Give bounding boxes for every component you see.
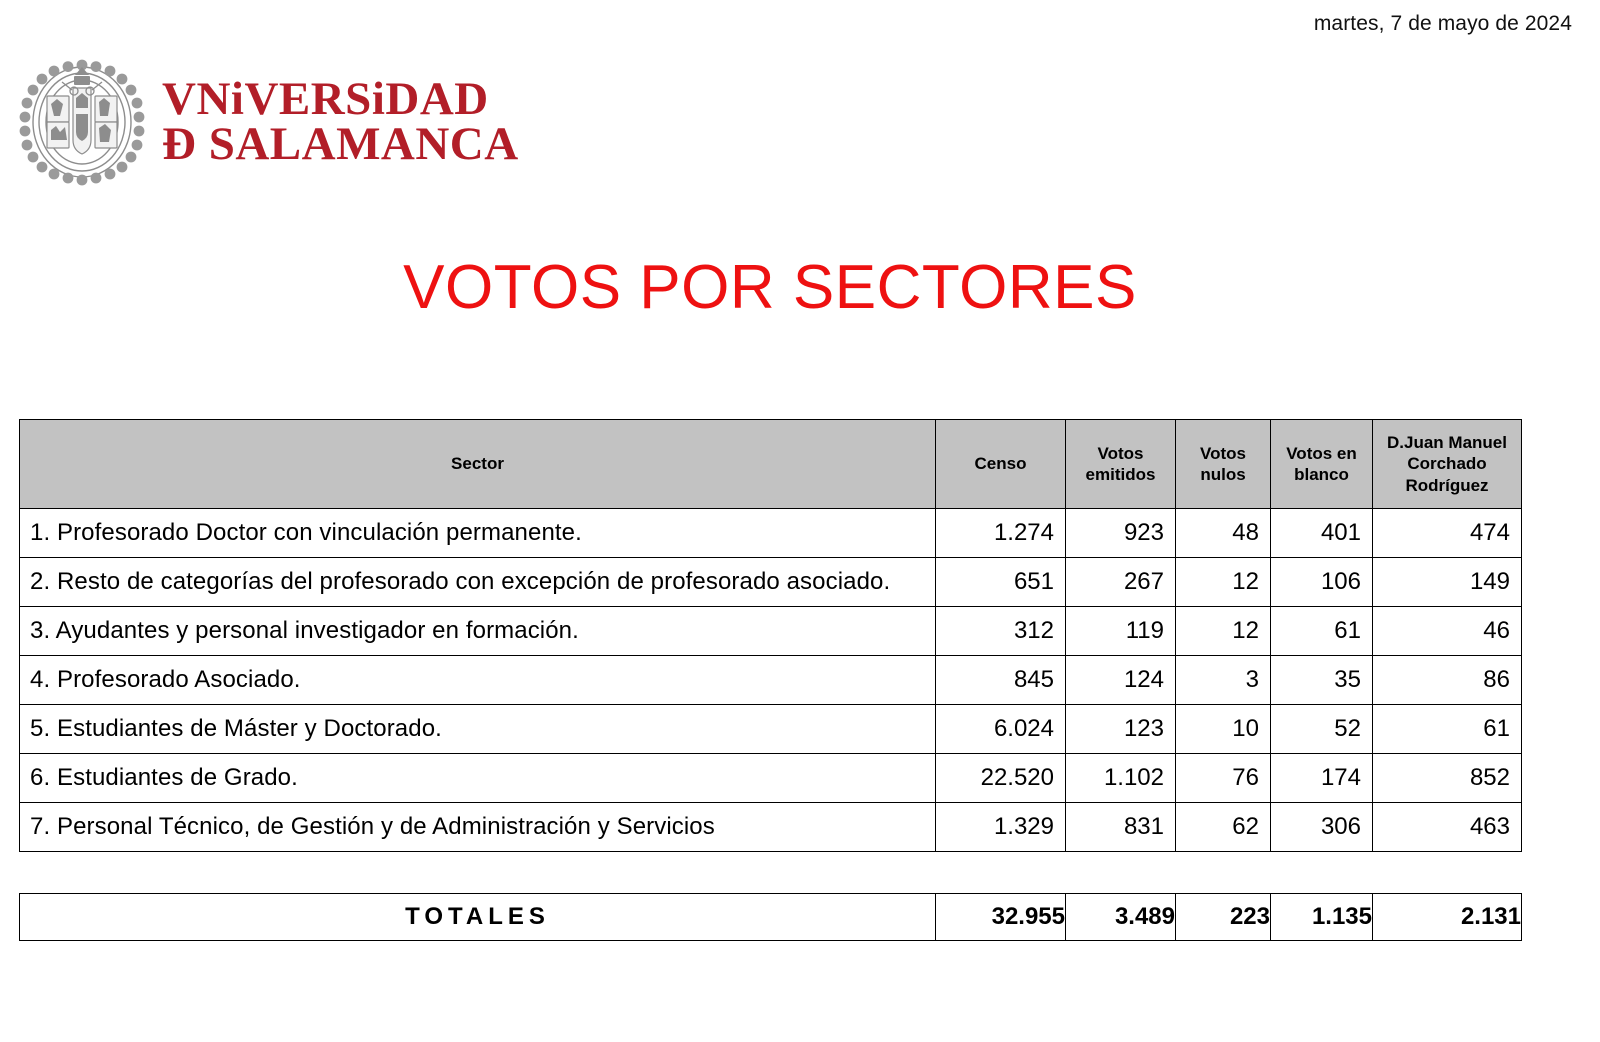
- cell-censo: 1.329: [936, 803, 1066, 852]
- column-header-censo: Censo: [936, 420, 1066, 509]
- cell-censo: 6.024: [936, 705, 1066, 754]
- cell-votos-candidato: 852: [1373, 754, 1522, 803]
- table-body: [20, 509, 1522, 852]
- totals-votos-nulos: 223: [1176, 894, 1271, 941]
- table-header: [20, 420, 1522, 509]
- totals-votos-emitidos: 3.489: [1066, 894, 1176, 941]
- cell-sector: 3. Ayudantes y personal investigador en formación.: [20, 607, 936, 656]
- cell-votos-emitidos: 831: [1066, 803, 1176, 852]
- votes-table-container: [19, 419, 1521, 852]
- column-header-votos-en-blanco-line-1: Votos en: [1286, 443, 1357, 463]
- university-logo: [18, 58, 519, 186]
- university-wordmark-line-2: Ð SALAMANCA: [162, 118, 519, 170]
- cell-votos-emitidos: 923: [1066, 509, 1176, 558]
- table-row: [20, 754, 1522, 803]
- cell-votos-en-blanco: 52: [1271, 705, 1373, 754]
- cell-votos-candidato: 474: [1373, 509, 1522, 558]
- column-header-votos-nulos: [1176, 420, 1271, 509]
- table-row: [20, 656, 1522, 705]
- totals-votos-candidato: 2.131: [1373, 894, 1522, 941]
- totals-censo: 32.955: [936, 894, 1066, 941]
- cell-votos-en-blanco: 61: [1271, 607, 1373, 656]
- votes-by-sector-table: [19, 419, 1522, 852]
- cell-votos-nulos: 76: [1176, 754, 1271, 803]
- university-of-salamanca-seal-icon: [18, 58, 146, 186]
- cell-votos-emitidos: 124: [1066, 656, 1176, 705]
- cell-votos-nulos: 10: [1176, 705, 1271, 754]
- cell-votos-emitidos: 119: [1066, 607, 1176, 656]
- cell-votos-emitidos: 267: [1066, 558, 1176, 607]
- table-row: [20, 558, 1522, 607]
- cell-censo: 845: [936, 656, 1066, 705]
- cell-votos-nulos: 48: [1176, 509, 1271, 558]
- cell-votos-nulos: 3: [1176, 656, 1271, 705]
- totals-label: TOTALES: [20, 894, 936, 941]
- table-row: [20, 803, 1522, 852]
- cell-votos-emitidos: 1.102: [1066, 754, 1176, 803]
- column-header-votos-en-blanco: [1271, 420, 1373, 509]
- column-header-sector: Sector: [20, 420, 936, 509]
- cell-censo: 312: [936, 607, 1066, 656]
- table-row: [20, 509, 1522, 558]
- cell-censo: 1.274: [936, 509, 1066, 558]
- cell-sector: 6. Estudiantes de Grado.: [20, 754, 936, 803]
- university-wordmark-line-1: VNiVERSiDAD: [162, 72, 489, 125]
- table-row: [20, 607, 1522, 656]
- cell-sector: 4. Profesorado Asociado.: [20, 656, 936, 705]
- totals-row: [20, 894, 1522, 941]
- university-wordmark: [162, 72, 519, 170]
- cell-votos-en-blanco: 174: [1271, 754, 1373, 803]
- cell-votos-candidato: 61: [1373, 705, 1522, 754]
- cell-votos-candidato: 86: [1373, 656, 1522, 705]
- cell-votos-nulos: 12: [1176, 558, 1271, 607]
- cell-votos-emitidos: 123: [1066, 705, 1176, 754]
- totals-table-container: [19, 893, 1521, 941]
- cell-votos-en-blanco: 401: [1271, 509, 1373, 558]
- column-header-candidato-line-2: Corchado: [1407, 454, 1487, 474]
- cell-votos-nulos: 12: [1176, 607, 1271, 656]
- cell-sector: 5. Estudiantes de Máster y Doctorado.: [20, 705, 936, 754]
- column-header-candidato-line-1: D.Juan Manuel: [1387, 433, 1507, 453]
- cell-sector: 2. Resto de categorías del profesorado con excepción de profesorado asociado.: [20, 558, 936, 607]
- column-header-votos-emitidos-line-2: emitidos: [1085, 465, 1156, 484]
- document-date: martes, 7 de mayo de 2024: [1313, 12, 1572, 35]
- page-title: VOTOS POR SECTORES: [403, 253, 1137, 322]
- cell-sector: 7. Personal Técnico, de Gestión y de Administración y Servicios: [20, 803, 936, 852]
- cell-sector: 1. Profesorado Doctor con vinculación permanente.: [20, 509, 936, 558]
- column-header-votos-emitidos: [1066, 420, 1176, 509]
- column-header-candidato: [1373, 420, 1522, 509]
- cell-votos-candidato: 149: [1373, 558, 1522, 607]
- table-row: [20, 705, 1522, 754]
- cell-votos-en-blanco: 35: [1271, 656, 1373, 705]
- column-header-candidato-line-3: Rodríguez: [1405, 475, 1489, 495]
- column-header-votos-emitidos-line-1: Votos: [1097, 443, 1144, 463]
- cell-votos-en-blanco: 306: [1271, 803, 1373, 852]
- cell-votos-nulos: 62: [1176, 803, 1271, 852]
- totals-votos-en-blanco: 1.135: [1271, 894, 1373, 941]
- cell-censo: 22.520: [936, 754, 1066, 803]
- cell-votos-en-blanco: 106: [1271, 558, 1373, 607]
- totals-table: [19, 893, 1522, 941]
- cell-censo: 651: [936, 558, 1066, 607]
- cell-votos-candidato: 463: [1373, 803, 1522, 852]
- column-header-votos-en-blanco-line-2: blanco: [1294, 465, 1349, 484]
- column-header-votos-nulos-line-1: Votos: [1200, 443, 1246, 463]
- column-header-votos-nulos-line-2: nulos: [1200, 465, 1246, 484]
- cell-votos-candidato: 46: [1373, 607, 1522, 656]
- table-header-row: [20, 420, 1522, 509]
